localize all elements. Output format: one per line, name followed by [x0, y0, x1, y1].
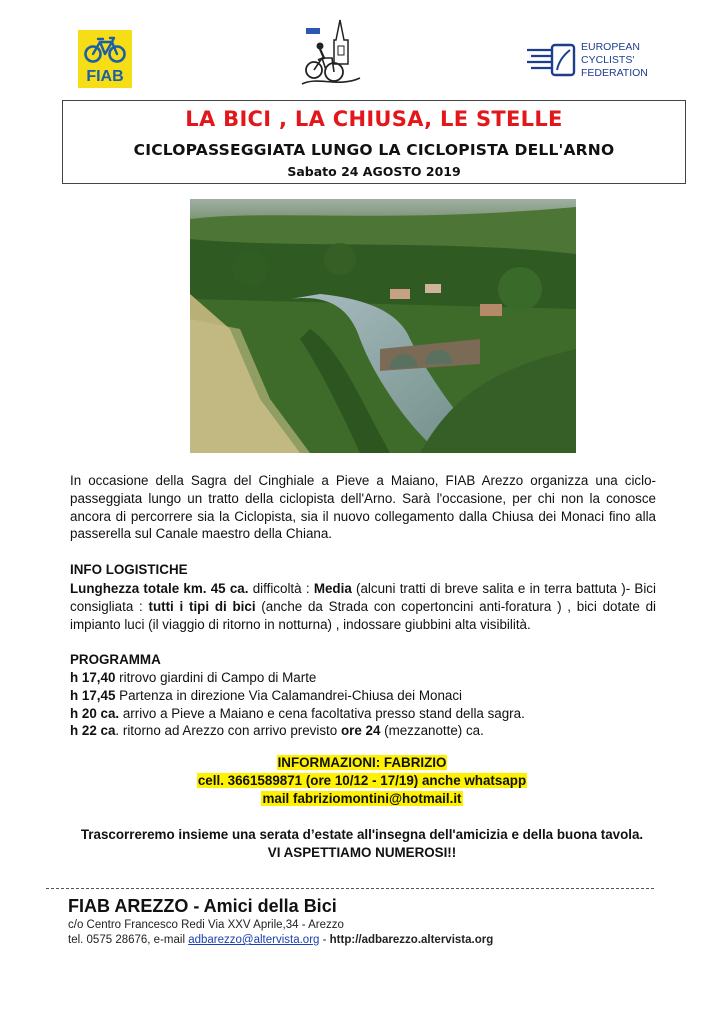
- event-date: Sabato 24 AGOSTO 2019: [287, 164, 461, 179]
- contact-email[interactable]: fabriziomontini@hotmail.it: [292, 790, 462, 806]
- program-time: h 17,45: [70, 687, 116, 703]
- river-bridge-photo: [190, 199, 576, 453]
- ecf-logo: [525, 40, 655, 84]
- program-text: . ritorno ad Arezzo con arrivo previsto: [115, 723, 341, 739]
- program-item: [70, 687, 656, 705]
- program-time: h 17,40: [70, 670, 116, 685]
- cyclist-church-logo: [298, 18, 366, 88]
- closing-line-1: Trascorreremo insieme una serata d’estate all'insegna dell'amicizia e della buona tavola.: [80, 827, 644, 842]
- ecf-logo-text: [581, 41, 648, 80]
- title-box: [62, 100, 686, 184]
- event-title: LA BICI , LA CHIUSA, LE STELLE: [185, 107, 563, 131]
- program-item: [70, 705, 656, 723]
- program-arrival-time: ore 24: [340, 723, 381, 739]
- footer-contacts: [68, 934, 493, 946]
- info-heading: INFO LOGISTICHE: [70, 562, 188, 577]
- ecf-line-2: CYCLISTS': [581, 54, 635, 66]
- info-body: [70, 580, 656, 633]
- length-label: Lunghezza totale km. 45 ca.: [70, 581, 249, 596]
- program-time: h 20 ca.: [70, 705, 120, 721]
- program-item: [70, 722, 656, 740]
- program-text: ritrovo giardini di Campo di Marte: [115, 670, 317, 685]
- program-heading: PROGRAMMA: [70, 652, 161, 667]
- bicycle-icon: [84, 34, 126, 64]
- ecf-emblem-icon: [525, 42, 577, 82]
- program-text: Partenza in direzione Via Calamandrei-Chiusa dei Monaci: [115, 687, 463, 703]
- fiab-logo-text: FIAB: [86, 68, 124, 85]
- footer-divider: [46, 888, 654, 889]
- program-item: [70, 669, 656, 687]
- footer-email-link[interactable]: adbarezzo@altervista.org: [188, 934, 320, 946]
- bike-note: (anche da Strada con copertoncini anti-foratura ) , bici dotate di impianto luci (il viaggio di ritorno in notturna) , indossare giubbini alta visibilità.: [70, 598, 656, 632]
- footer-address: c/o Centro Francesco Redi Via XXV Aprile,34 - Arezzo: [68, 919, 344, 931]
- program-list: [70, 669, 656, 740]
- contact-mail-prefix: mail: [262, 790, 293, 806]
- closing-block: [0, 826, 724, 862]
- closing-line-2: VI ASPETTIAMO NUMEROSI!!: [267, 844, 457, 860]
- difficulty-label: difficoltà :: [248, 581, 314, 596]
- footer-separator: -: [319, 934, 330, 946]
- program-time: h 22 ca: [70, 723, 116, 739]
- event-subtitle: CICLOPASSEGGIATA LUNGO LA CICLOPISTA DELL'ARNO: [133, 141, 615, 159]
- footer-title: FIAB AREZZO - Amici della Bici: [68, 896, 337, 916]
- footer-website-link[interactable]: http://adbarezzo.altervista.org: [329, 934, 494, 946]
- ecf-line-3: FEDERATION: [581, 67, 648, 79]
- difficulty-note: (alcuni tratti di breve salita e in terra battuta )- Bici consigliata :: [70, 581, 656, 614]
- bike-value: tutti i tipi di bici: [148, 598, 256, 614]
- contact-phone[interactable]: cell. 3661589871 (ore 10/12 - 17/19) anche whatsapp: [197, 772, 527, 788]
- contact-block: [0, 754, 724, 807]
- program-text: (mezzanotte) ca.: [380, 723, 484, 739]
- difficulty-value: Media: [313, 581, 352, 596]
- intro-paragraph: In occasione della Sagra del Cinghiale a Pieve a Maiano, FIAB Arezzo organizza una ciclo-passeggiata lungo un tratto della ciclopista dell'Arno. Sarà l'occasione, per chi non la conosce ancora di percorrere sia la Ciclopista, sia il nuovo collegamento dalla Chiusa dei Monaci fino alla passerella sul Canale maestro della Chiana.: [70, 473, 656, 542]
- ecf-line-1: EUROPEAN: [581, 41, 640, 53]
- program-text: arrivo a Pieve a Maiano e cena facoltativa presso stand della sagra.: [119, 705, 525, 721]
- fiab-logo: [78, 30, 132, 88]
- contact-name: INFORMAZIONI: FABRIZIO: [277, 755, 447, 770]
- footer-tel: tel. 0575 28676, e-mail: [68, 934, 189, 946]
